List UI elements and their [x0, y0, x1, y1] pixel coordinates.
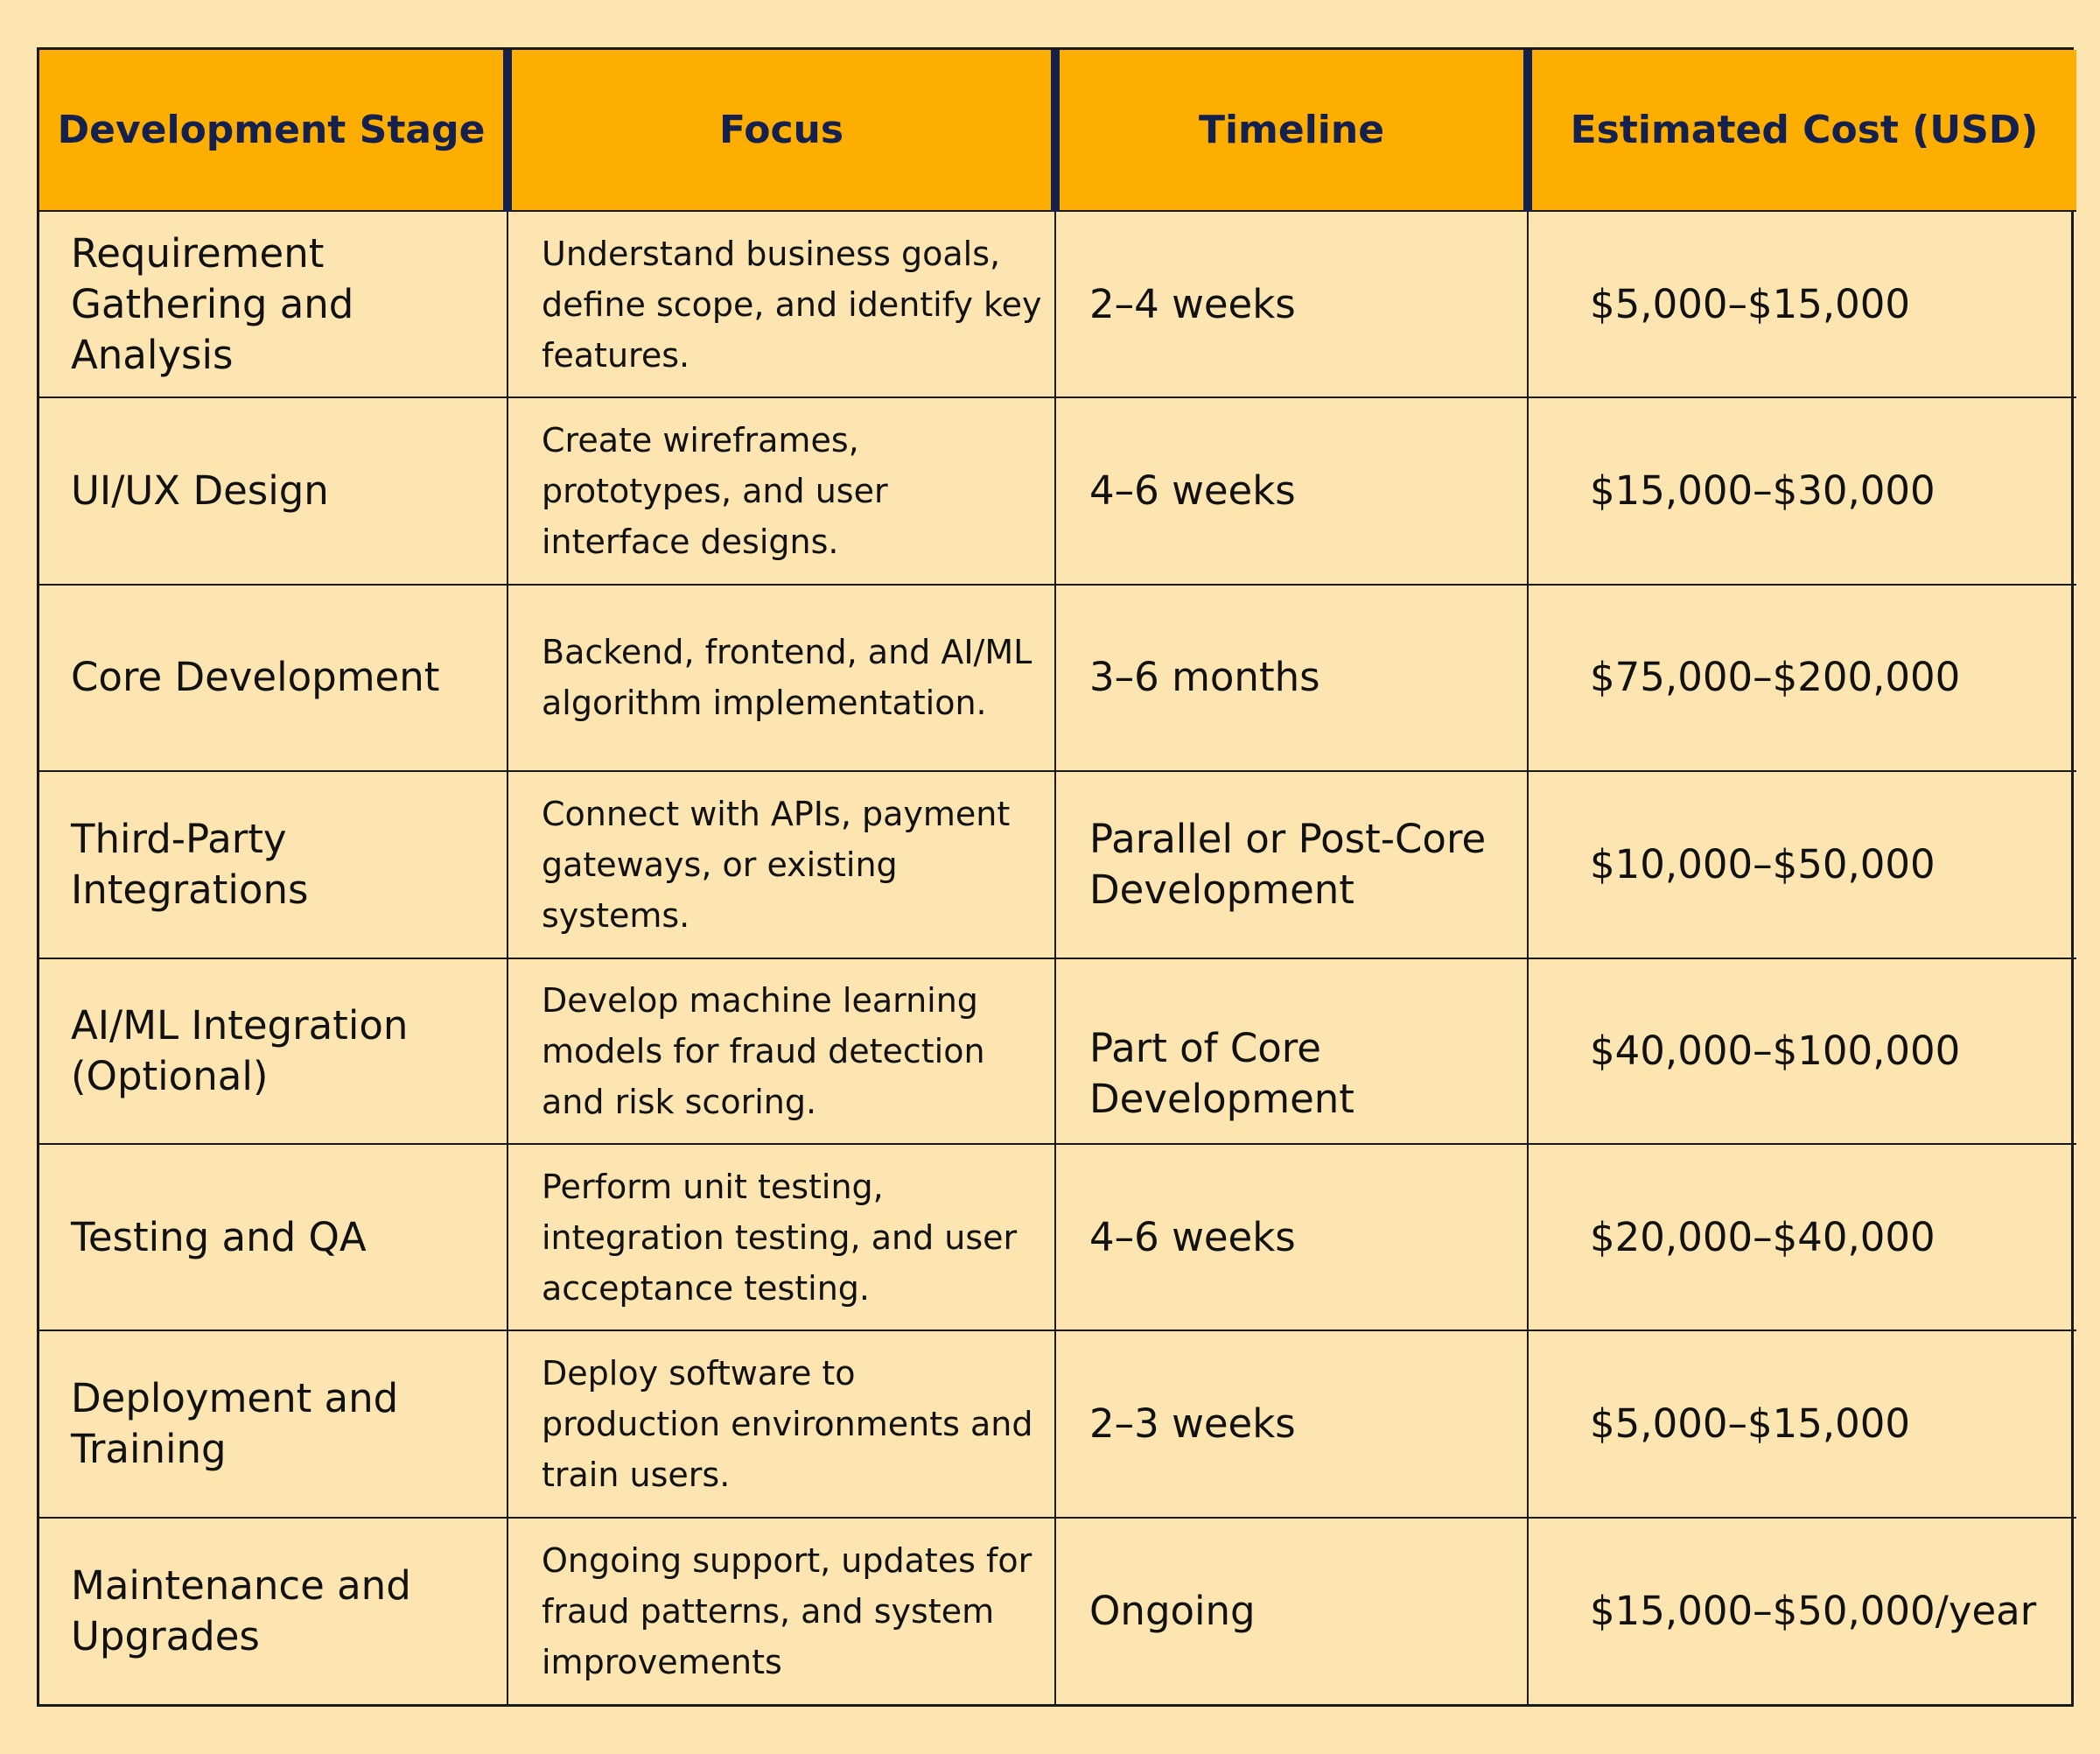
stage-cell: AI/ML Integration (Optional) [39, 958, 508, 1144]
header-timeline: Timeline [1055, 50, 1528, 211]
timeline-cell: Ongoing [1055, 1518, 1528, 1704]
stage-cell: Requirement Gathering and Analysis [39, 211, 508, 397]
table-row [39, 1518, 2076, 1704]
table-row [39, 958, 2076, 1144]
cost-table [39, 50, 2076, 1704]
cost-cell: $20,000–$40,000 [1528, 1144, 2076, 1330]
timeline-cell: 2–3 weeks [1055, 1330, 1528, 1517]
cost-cell: $40,000–$100,000 [1528, 958, 2076, 1144]
table-row [39, 1330, 2076, 1517]
stage-cell: Core Development [39, 585, 508, 771]
cost-cell: $75,000–$200,000 [1528, 585, 2076, 771]
header-row [39, 50, 2076, 211]
cost-table-container [37, 47, 2074, 1707]
cost-cell: $15,000–$30,000 [1528, 397, 2076, 584]
stage-cell: UI/UX Design [39, 397, 508, 584]
focus-cell: Perform unit testing, integration testing, and user acceptance testing. [508, 1144, 1055, 1330]
table-row [39, 585, 2076, 771]
timeline-cell [1055, 958, 1528, 1144]
focus-cell: Understand business goals, define scope, and identify key features. [508, 211, 1055, 397]
timeline-cell: 3–6 months [1055, 585, 1528, 771]
table-row [39, 1144, 2076, 1330]
table-row [39, 771, 2076, 958]
stage-cell: Testing and QA [39, 1144, 508, 1330]
table-row [39, 211, 2076, 397]
focus-cell: Backend, frontend, and AI/ML algorithm implementation. [508, 585, 1055, 771]
cost-cell: $10,000–$50,000 [1528, 771, 2076, 958]
stage-cell: Maintenance and Upgrades [39, 1518, 508, 1704]
timeline-cell: 2–4 weeks [1055, 211, 1528, 397]
header-development-stage: Development Stage [39, 50, 508, 211]
focus-cell: Create wireframes, prototypes, and user interface designs. [508, 397, 1055, 584]
timeline-cell: 4–6 weeks [1055, 1144, 1528, 1330]
timeline-text: Part of Core Development [1089, 1024, 1354, 1122]
stage-cell: Deployment and Training [39, 1330, 508, 1517]
table-row [39, 397, 2076, 584]
cost-cell: $5,000–$15,000 [1528, 211, 2076, 397]
header-estimated-cost: Estimated Cost (USD) [1528, 50, 2076, 211]
timeline-cell: 4–6 weeks [1055, 397, 1528, 584]
focus-cell: Develop machine learning models for fraud detection and risk scoring. [508, 958, 1055, 1144]
cost-cell: $5,000–$15,000 [1528, 1330, 2076, 1517]
stage-cell: Third-Party Integrations [39, 771, 508, 958]
focus-cell: Deploy software to production environments and train users. [508, 1330, 1055, 1517]
cost-cell: $15,000–$50,000/year [1528, 1518, 2076, 1704]
header-focus: Focus [508, 50, 1055, 211]
timeline-cell: Parallel or Post-Core Development [1055, 771, 1528, 958]
focus-cell: Ongoing support, updates for fraud patterns, and system improvements [508, 1518, 1055, 1704]
focus-cell: Connect with APIs, payment gateways, or existing systems. [508, 771, 1055, 958]
